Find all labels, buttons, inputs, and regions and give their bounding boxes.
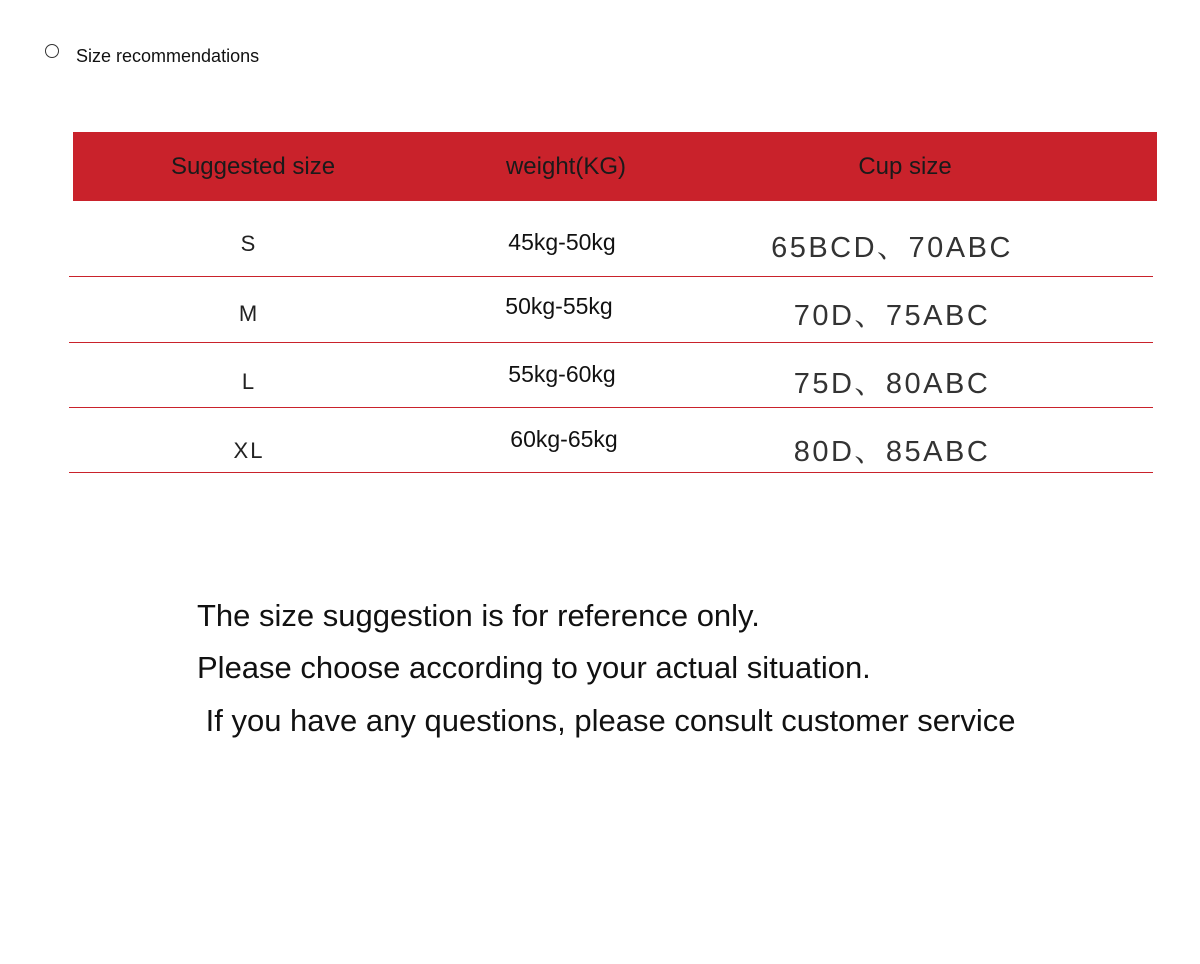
table-header xyxy=(73,132,1157,201)
header-weight: weight(KG) xyxy=(505,153,627,180)
header-suggested-size: Suggested size xyxy=(170,153,336,180)
section-title: Size recommendations xyxy=(76,46,260,66)
contact-note: If you have any questions, please consult customer service xyxy=(197,703,1016,738)
weight-cell: 50kg-55kg xyxy=(505,293,613,319)
cup-size-cell: 75D、80ABC xyxy=(793,368,991,400)
header-cup-size: Cup size xyxy=(858,153,952,180)
size-cell: XL xyxy=(233,438,265,463)
cup-size-cell: 70D、75ABC xyxy=(793,300,991,332)
reference-note: The size suggestion is for reference only. xyxy=(197,598,760,633)
table-row xyxy=(69,408,1153,472)
section-header xyxy=(45,44,260,66)
table-row xyxy=(69,343,1153,407)
weight-cell: 55kg-60kg xyxy=(508,361,616,387)
row-divider xyxy=(69,472,1153,473)
weight-cell: 60kg-65kg xyxy=(510,426,618,452)
size-cell: L xyxy=(241,369,257,394)
radio-circle-icon xyxy=(45,44,59,58)
choose-note: Please choose according to your actual situation. xyxy=(197,650,871,685)
table-row xyxy=(69,205,1153,277)
cup-size-cell: 80D、85ABC xyxy=(793,436,991,468)
table-row xyxy=(69,277,1153,342)
size-cell: M xyxy=(238,301,260,326)
size-cell: S xyxy=(240,231,258,256)
weight-cell: 45kg-50kg xyxy=(508,229,616,255)
cup-size-cell: 65BCD、70ABC xyxy=(771,232,1013,264)
